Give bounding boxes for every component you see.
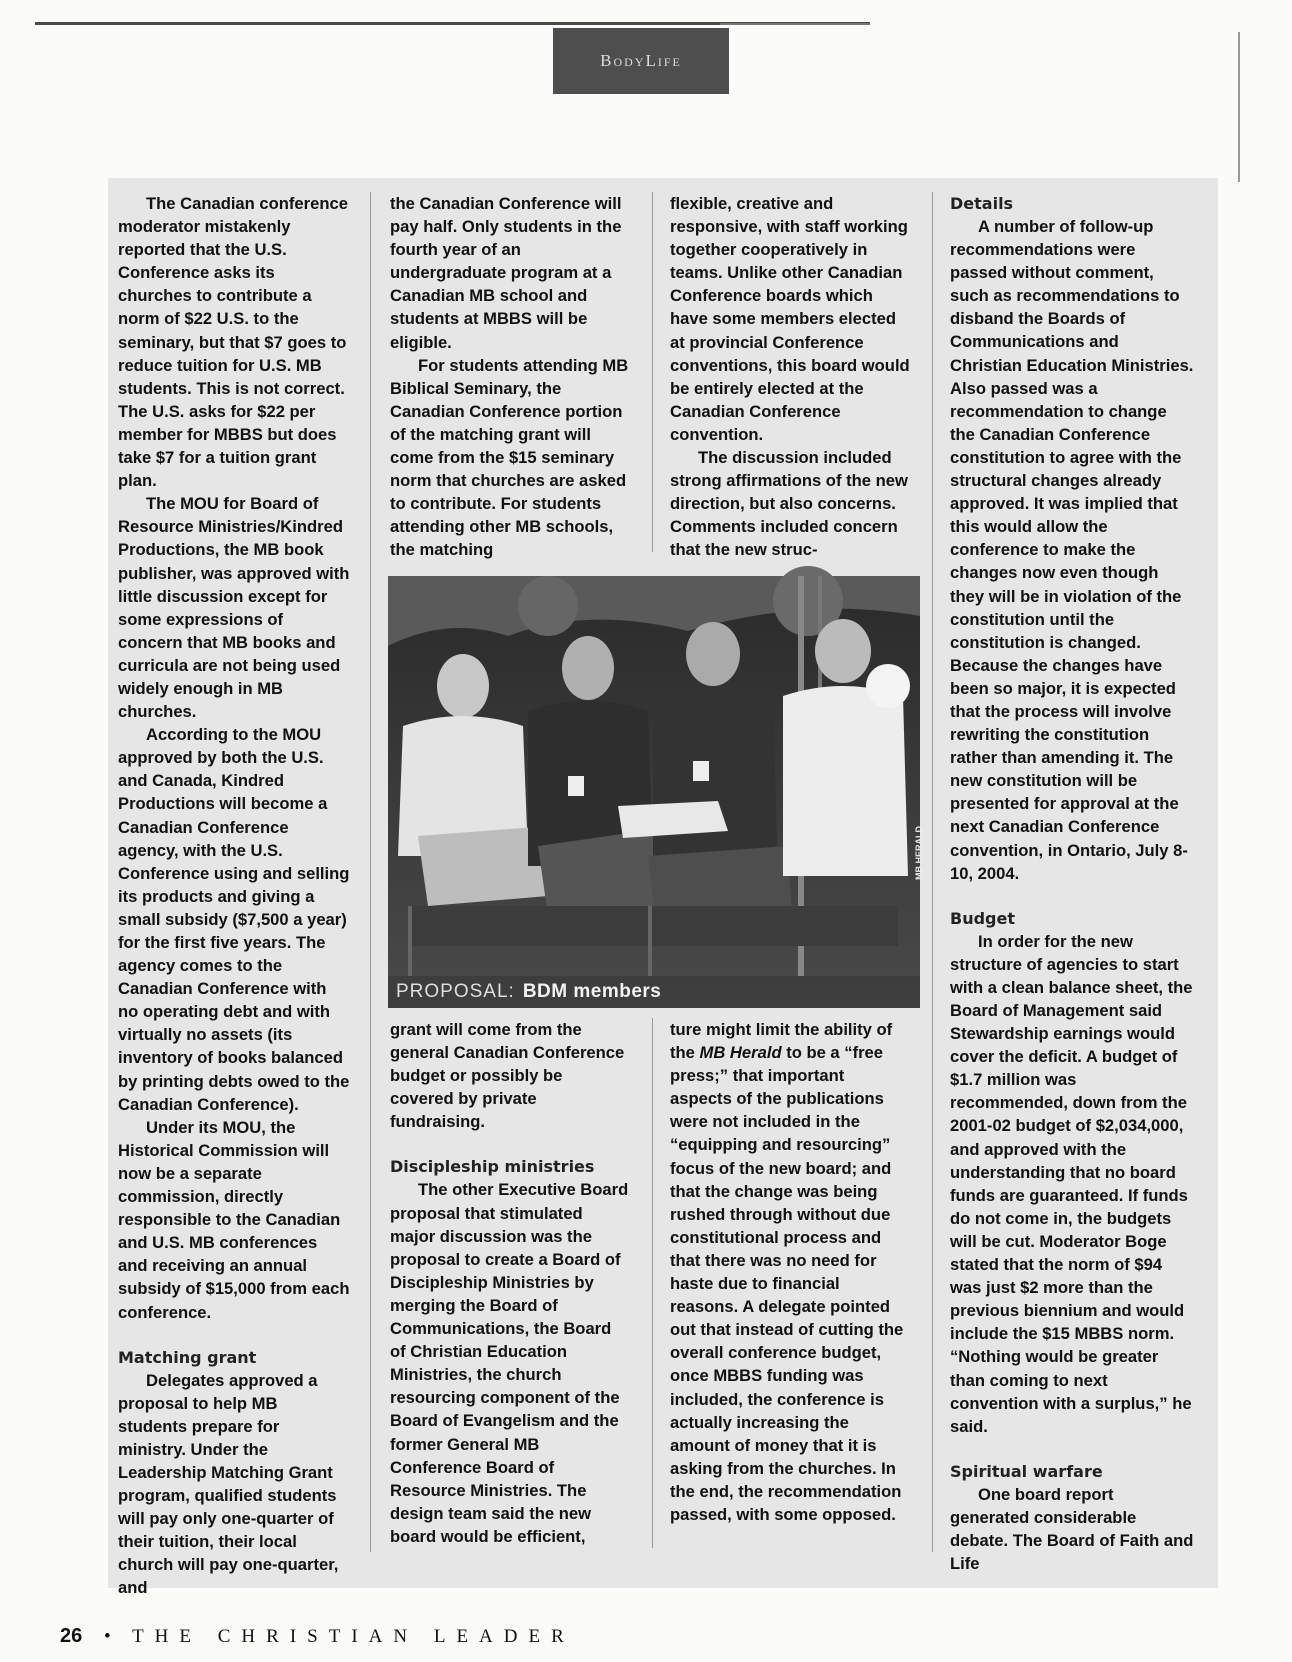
subheading: Details <box>950 194 1014 213</box>
photo-credit: MB HERALD <box>914 826 924 880</box>
text-run: ture might limit the ability of the <box>670 1020 893 1063</box>
text-run: to be a “free press;” that important aspects of the publications were not included in the “equipping and resourcing” focus of the new board; and that the change was being rushed through without due constitutional process and that there was no need for haste due to financial reasons. A delegate pointed out that instead of cutting the overall conference budget, once MBBS funding was included, the conference is actually increasing the amount of money that it is asking from the churches. In the end, the recommendation passed, with some opposed. <box>670 1043 904 1524</box>
paragraph: the Canadian Conference will pay half. Only students in the fourth year of an undergraduate program at a Canadian MB school and students at MBBS will be eligible. <box>390 194 622 352</box>
publication-title: MB Herald <box>699 1043 782 1063</box>
paragraph: Delegates approved a proposal to help MB students prepare for ministry. Under the Leadership Matching Grant program, qualified students will pay only one-quarter of their tuition, their local church will pay one-quarter, and <box>118 1370 339 1598</box>
column-divider <box>370 192 371 1552</box>
paragraph: The other Executive Board proposal that stimulated major discussion was the proposal to create a Board of Discipleship Ministries by merging the Board of Communications, the Board of Christian Education Ministries, the church resourcing component of the Board of Evangelism and the former General MB Conference Board of Resource Ministries. The design team said the new board would be efficient, <box>390 1180 629 1546</box>
right-rule <box>1238 32 1240 182</box>
paragraph <box>670 1018 910 1526</box>
paragraph: The Canadian conference moderator mistakenly reported that the U.S. Conference asks its churches to contribute a norm of $22 U.S. to the seminary, but that $7 goes to reduce tuition for U.S. MB students. This is not correct. The U.S. asks for $22 per member for MBBS but does take $7 for a tuition grant plan. <box>118 194 348 491</box>
top-rule-right <box>720 23 870 25</box>
column-4 <box>950 192 1195 1575</box>
paragraph: In order for the new structure of agencies to start with a clean balance sheet, the Board of Management said Stewardship earnings would cover the deficit. A budget of $1.7 million was recommended, down from the 2001-02 budget of $2,034,000, and approved with the understanding that no board funds are guaranteed. If funds do not come in, the budgets will be cut. Moderator Boge stated that the norm of $94 was just $2 more than the previous biennium and would include the $15 MBBS norm. “Nothing would be greater than coming to next convention with a surplus,” he said. <box>950 931 1193 1436</box>
column-2-bottom <box>390 1018 630 1548</box>
page-number: 26 <box>60 1625 83 1647</box>
paragraph: A number of follow-up recommendations were passed without comment, such as recommendations to disband the Boards of Communications and Christian Education Ministries. Also passed was a recommendation to change the Canadian Conference constitution to agree with the structural changes already approved. It was implied that this would allow the conference to make the changes now even though they will be in violation of the constitution until the constitution is changed. Because the changes have been so major, it is expected that the process will involve rewriting the constitution rather than amending it. The new constitution will be presented for approval at the next Canadian Conference convention, in Ontario, July 8-10, 2004. <box>950 217 1194 883</box>
footer-bullet: • <box>104 1626 111 1647</box>
subheading: Discipleship ministries <box>390 1157 595 1177</box>
page-footer <box>60 1625 575 1648</box>
paragraph: The MOU for Board of Resource Ministries/Kindred Productions, the MB book publisher, was approved with little discussion except for some expressions of concern that MB books and curricula are not being used widely enough in MB churches. <box>118 494 350 722</box>
paragraph: One board report generated considerable debate. The Board of Faith and Life <box>950 1484 1194 1574</box>
paragraph: According to the MOU approved by both the U.S. and Canada, Kindred Productions will become a Canadian Conference agency, with the U.S. Conference using and selling its products and giving a small subsidy ($7,500 a year) for the first five years. The agency comes to the Canadian Conference with no operating debt and with virtually no assets (its inventory of books balanced by printing debts owed to the Canadian Conference). <box>118 725 350 1114</box>
subheading: Spiritual warfare <box>950 1461 1103 1481</box>
paragraph: The discussion included strong affirmations of the new direction, but also concerns. Comments included concern that the new struc- <box>670 448 908 560</box>
caption-text: BDM members <box>522 981 662 1002</box>
subheading: Budget <box>950 908 1015 928</box>
column-3-top <box>670 192 910 562</box>
photo <box>388 576 924 1008</box>
caption-label: PROPOSAL: <box>396 981 515 1002</box>
paragraph: grant will come from the general Canadian Conference budget or possibly be covered by private fundraising. <box>390 1020 625 1132</box>
column-2-top <box>390 192 630 562</box>
column-3-bottom <box>670 1018 910 1526</box>
paragraph: Under its MOU, the Historical Commission will now be a separate commission, directly responsible to the Canadian and U.S. MB conferences and receiving an annual subsidy of $15,000 from each conference. <box>118 1117 350 1322</box>
column-divider <box>652 1018 653 1548</box>
column-1 <box>118 192 350 1600</box>
section-header <box>553 28 729 94</box>
subheading: Matching grant <box>118 1347 257 1367</box>
paragraph: For students attending MB Biblical Seminary, the Canadian Conference portion of the matching grant will come from the $15 seminary norm that churches are asked to contribute. For students attending other MB schools, the matching <box>390 355 629 560</box>
paragraph: flexible, creative and responsive, with staff working together cooperatively in teams. Unlike other Canadian Conference boards which have some members elected at provincial Conference conventions, this board would be entirely elected at the Canadian Conference convention. <box>670 194 910 444</box>
section-title: BodyLife <box>600 51 682 70</box>
column-divider <box>652 192 653 552</box>
photo-caption <box>388 976 920 1008</box>
column-divider <box>932 192 933 1552</box>
photo-illustration <box>388 576 920 1008</box>
publication-name: THE CHRISTIAN LEADER <box>132 1626 575 1647</box>
